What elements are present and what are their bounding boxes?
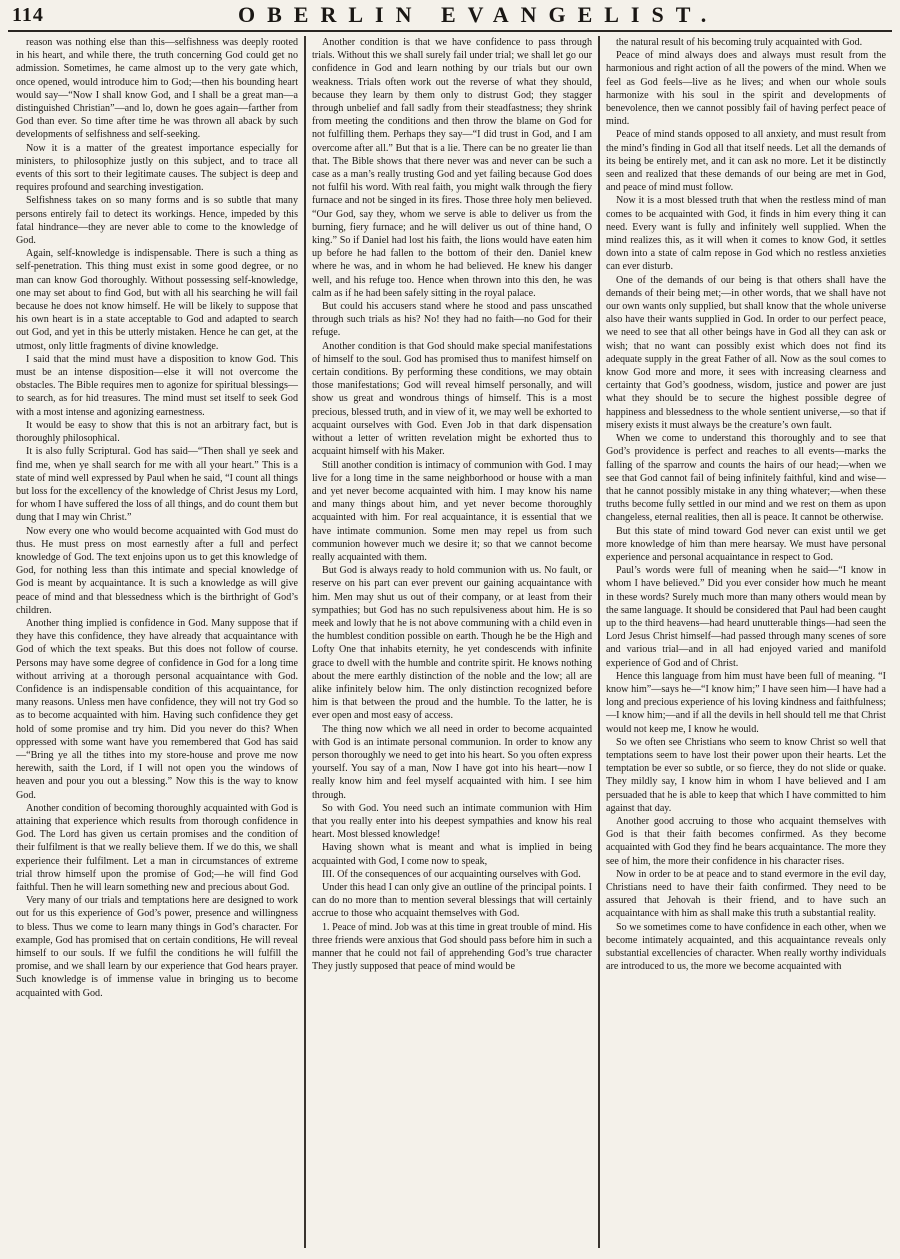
paragraph: So we sometimes come to have confidence in each other, when we become intimately acquainted, and this acquaintance reveals only substantial excellencies of character. When really worthy individuals are introduced to us, the more we become acquainted with: [606, 921, 886, 973]
text-columns: [10, 36, 892, 1248]
paragraph: Under this head I can only give an outline of the principal points. I can do no more than to mention several blessings that will certainly accrue to those who acquaint themselves with God.: [312, 882, 592, 920]
paragraph: It is also fully Scriptural. God has said—“Then shall ye seek and find me, when ye shall search for me with all your heart.” This is a state of mind well expressed by Paul when he said, “I count all things but loss for the excellency of the knowledge of Christ Jesus my Lord, for whom I have suffered the loss of all things, and do count them but dung that I may win Christ.”: [16, 446, 298, 524]
paragraph: One of the demands of our being is that others shall have the demands of their being met;—in other words, that we shall have not our own wants only supplied, but shall know that the whole universe also have their wants supplied in God. In order to our perfect peace, we need to see that all other beings have in God all they can ask or wish; that no want can possibly exist which does not find its adequate supply in the great Father of all. Now as the soul comes to know God more and more, it sees with increasing clearness and certainty that God’s goodness, wisdom, justice and power are just what they should be to secure the highest possible degree of happiness and blessedness to the whole sentient universe,—so that if misery exists it must always be the creature’s own fault.: [606, 274, 886, 431]
paragraph: the natural result of his becoming truly acquainted with God.: [616, 37, 863, 48]
paragraph: When we come to understand this thoroughly and to see that God’s providence is perfect and reaches to all events—marks the falling of the sparrow and counts the hairs of our head;—when we see that God cannot fail of being infinitely faithful, kind and wise—that he cannot possibly mistake in any thing whatever;—when these truths become fully settled in our mind and we rest on them as upon changeless, eternal realities, then all is peace. It cannot be otherwise.: [606, 433, 886, 524]
paragraph: Having shown what is meant and what is implied in being acquainted with God, I come now to speak,: [312, 842, 592, 867]
paragraph: Paul’s words were full of meaning when he said—“I know in whom I have believed.” Did you ever consider how much he meant in these words? Surely much more than many others would mean by the same language. It should be considered that Paul had been caught up to the third heavens—had heard unutterable things—had seen the Lord Jesus Christ himself—had passed through many scenes of sore and various trial—and in all had enjoyed varied and manifold experience of God and of Christ.: [606, 565, 886, 669]
paragraph: Very many of our trials and temptations here are designed to work out for us this experience of God’s power, presence and willingness to bless. Thus we come to learn many things in God’s character. For example, God has promised that on certain conditions, He will reveal himself to our souls. If we fulfil the conditions he will fulfill the promise, and we shall learn by our experience that God hears prayer. Such knowledge is of immense value in bringing us to become acquainted with God.: [16, 895, 298, 999]
text-column-middle: [304, 36, 598, 1248]
paragraph: Hence this language from him must have been full of meaning. “I know him”—says he—“I know him;” I have seen him—I have had a long and precious experience of his loving kindness and faithfulness;—I know him;—and if all the devils in hell should tell me that Christ would not keep me, I know he would.: [606, 670, 886, 735]
paragraph: III. Of the consequences of our acquainting ourselves with God.: [322, 868, 581, 880]
paragraph: Another good accruing to those who acquaint themselves with God is that their faith becomes confirmed. As they become acquainted with God they find he bears acquaintance. The more they see of him, the more their confidence in his character rises.: [606, 815, 886, 867]
paragraph: Now it is a matter of the greatest importance especially for ministers, to philosophize justly on this subject, and to trace all events of this sort to their legitimate causes. The subject is deep and requires profound and searching investigation.: [16, 142, 298, 194]
paragraph: The thing now which we all need in order to become acquainted with God is an intimate personal communion. In order to know any person thoroughly we need to get into his heart. So you often express yourself. You say of a man, Now I have got into his heart—now I really know him and feel myself acquainted with him. I see him through.: [312, 723, 592, 801]
paragraph: But could his accusers stand where he stood and pass unscathed through such trials as his? No! they had no faith—no God for their refuge.: [312, 301, 592, 339]
paragraph: So we often see Christians who seem to know Christ so well that temptations seem to have lost their power upon their hearts. Let the temptation be ever so subtle, or so fierce, they do not slide or quake. They mildly say, I know him in whom I have believed and I am persuaded that he is able to keep that which I have committed to him against that day.: [606, 736, 886, 814]
paragraph: reason was nothing else than this—selfishness was deeply rooted in his heart, and while there, the truth concerning God could get no admission. Sometimes, he came almost up to the very gate which, once opened, would introduce him to God;—then his bounding heart would say—“Now I shall know God, and I shall be a great man—a distinguished Christian”—and lo, down he goes again—farther from God than ever. So time after time he was thrown all aback by such developments of selfishness and self-seeking.: [16, 37, 298, 141]
paragraph: Peace of mind stands opposed to all anxiety, and must result from the mind’s finding in God all that itself needs. Let all the demands of its being be entirely met, and it can ask no more. Let it be distinctly seen and realized that these demands of our being are met in God, and peace of mind must follow.: [606, 129, 886, 194]
paragraph: Another condition is that God should make special manifestations of himself to the soul. God has promised thus to manifest himself on certain conditions. By performing these conditions, we may obtain those manifestations; God will reveal himself personally, and will show us great and wondrous things of himself. This is a most precious, blessed truth, and in view of it, we may well be exhorted to acquaint ourselves with God. Even Job in that dark dispensation without a letter of written revelation might be exhorted thus to acquaint himself with his Maker.: [312, 340, 592, 458]
text-column-right: [598, 36, 892, 1248]
masthead-title: OBERLIN EVANGELIST.: [238, 2, 719, 27]
page-header: [8, 0, 892, 32]
paragraph: Another thing implied is confidence in God. Many suppose that if they have this confidence, they have already that acquaintance with God of which the text speaks. But this does not follow of course. Persons may have some degree of confidence in God for a long time without arriving at a thorough personal acquaintance with God. Confidence is an indispensable condition of this acquaintance, for many reasons. Unless men have confidence, they will not try God so as to become acquainted with him. Having such confidence they get hold of some promise and try him. Did you never do this? When oppressed with some want have you remembered that God has said—“Bring ye all the tithes into my store-house and prove me now herewith, saith the Lord, if I will not open you the windows of heaven and pour you out a blessing.” Now this is the way to know God.: [16, 617, 298, 801]
paragraph: Selfishness takes on so many forms and is so subtle that many persons entirely fail to detect its workings. Hence, impeded by this fatal hindrance—they are never able to come to the knowledge of God.: [16, 195, 298, 247]
paragraph: It would be easy to show that this is not an arbitrary fact, but is thoroughly philosophical.: [16, 419, 298, 445]
page-number: 114: [12, 4, 44, 26]
paragraph: Another condition is that we have confidence to pass through trials. Without this we shall surely fail under trial; we shall let go our confidence in God and learn nothing by our trials but our own weakness. Trials often work out the reverse of what they should, because they learn by them only to distrust God; they stagger through unbelief and fall sadly from their steadfastness; they shrink from meeting the conditions and then throw the blame on God for not fulfilling them. Perhaps they say—“I did trust in God, and I am overcome after all.” But that is a lie. There can be no greater lie than that. The Bible shows that there never was and never can be such a case as a man’s really trusting God and yet failing because God does not fulfil his word. With real faith, you might walk through the fiery furnace and not be singed in its fires. Those three holy men believed. “Our God, say they, whom we serve is able to deliver us from the burning, fiery furnace; and he will deliver us out of thine hand, O king.” So if Daniel had lost his faith, the lions would have eaten him up before he had fallen to the bottom of their den. Daniel knew where he was, and in whom he had believed. He knew his danger well, and his refuge too. Hence when thrown into this den, he was calm as if he had been safely sitting in the royal palace.: [312, 37, 592, 299]
text-column-left: [10, 36, 304, 1248]
paragraph: Now every one who would become acquainted with God must do thus. He must press on most earnestly after a full and perfect knowledge of God. The text enjoins upon us to get this knowledge of God, for nothing less than this intimate and special knowledge of God is meant by acquaintance. It is such a knowledge as will give peace of mind and that blessedness which is the birthright of God’s children.: [16, 525, 298, 616]
paragraph: Now in order to be at peace and to stand evermore in the evil day, Christians need to have their faith confirmed. They need to be assured that Jehovah is their friend, and to have such an acquaintance with him as shall make this truth a substantial reality.: [606, 868, 886, 920]
paragraph: Peace of mind always does and always must result from the harmonious and right action of all the powers of the mind. When we feel as God feels—live as he lives; and when our whole souls harmonize with his soul in the spirit and developments of benevolence, then we cannot possibly fail of having perfect peace of mind.: [606, 50, 886, 128]
paragraph: Still another condition is intimacy of communion with God. I may live for a long time in the same neighborhood or house with a man and yet never become acquainted with him. I may know his name and many things about him, and yet never become thoroughly acquainted with him. For real acquaintance, it is essential that we have intimate communion. Some men may repel us from such communion however much we desire it; so that we cannot become really acquainted with them.: [312, 459, 592, 563]
paragraph: 1. Peace of mind. Job was at this time in great trouble of mind. His three friends were anxious that God should pass before him in such a manner that he could not fail of apprehending God’s true character They justly supposed that peace of mind would be: [312, 921, 592, 973]
paragraph: Another condition of becoming thoroughly acquainted with God is attaining that experience which results from thorough confidence in God. The Lord has given us certain promises and the condition of their fulfilment is that we really believe them. If we do this, we shall experience their fulfilment. Let a man in circumstances of extreme trial throw himself upon the promise of God;—he will find God faithful. Then he will learn something new and precious about God.: [16, 802, 298, 893]
paragraph: But this state of mind toward God never can exist until we get more knowledge of him than mere hearsay. We must have personal experience and personal acquaintance in respect to God.: [606, 525, 886, 563]
paragraph: So with God. You need such an intimate communion with Him that you really enter into his deepest sympathies and know his real heart. Most blessed knowledge!: [312, 802, 592, 841]
paragraph: I said that the mind must have a disposition to know God. This must be an intense disposition—else it will not overcome the obstacles. The Bible requires men to agonize for spiritual blessings—to search, as for hid treasures. The mind must set itself to seek God with a most intense and agonizing earnestness.: [16, 353, 298, 418]
paragraph: But God is always ready to hold communion with us. No fault, or reserve on his part can ever prevent our gaining acquaintance with him. Men may shut us out of their company, or at least from their sympathies; but God has no such repulsiveness about him. He is so meek and lowly that he is not above communing with a child even in the humblest condition possible on earth. Though he be the High and Lofty One that inhabits eternity, he yet condescends with infinite grace to dwell with the humble and contrite spirit. He knows nothing about the mere earthly distinction of the noble and the low; all are alike infinitely below him. The only distinction recognized before him is that between the proud and the humble. To the latter, he is ever open and most easy of access.: [312, 565, 592, 722]
paragraph: Again, self-knowledge is indispensable. There is such a thing as self-penetration. This thing must exist in some good degree, or no man can know God thoroughly. Without possessing self-knowledge, one may set about to find God, but with all his searching he will fail because he does not know himself. He will be likely to suppose that his own heart is in a state acceptable to God and adapted to search out God, and yet in this be utterly mistaken. Hence he can get, at the utmost, only little fragments of divine knowledge.: [16, 248, 298, 352]
paragraph: Now it is a most blessed truth that when the restless mind of man comes to be acquainted with God, it finds in him every thing it can need. Every want is fully and infinitely well supplied. When the mind realizes this, as it will when it comes to know God, it settles down into a state of calm repose in God which no restless anxieties can ever disturb.: [606, 195, 886, 273]
